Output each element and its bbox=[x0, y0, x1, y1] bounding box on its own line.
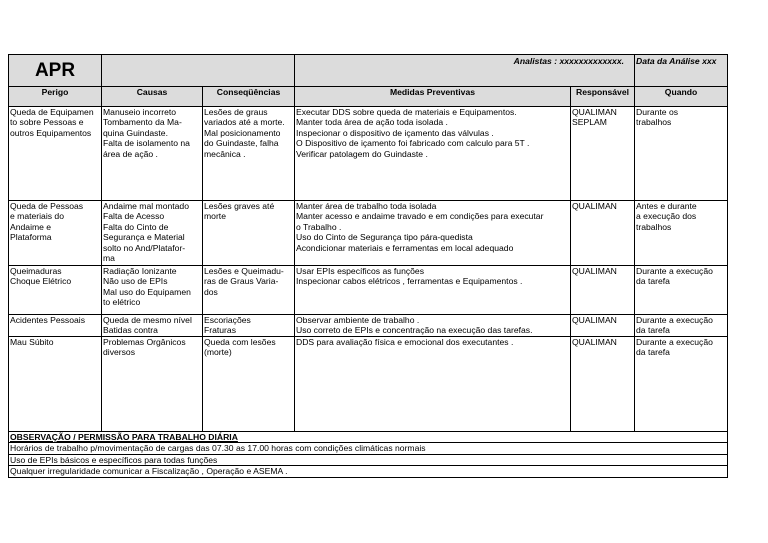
responsavel-line: QUALIMAN bbox=[572, 337, 617, 347]
consequencias-line: Mal posicionamento bbox=[204, 127, 281, 138]
cell-medidas bbox=[295, 337, 571, 432]
quando-line: a execução dos bbox=[636, 211, 697, 222]
perigo-line: e materiais do bbox=[10, 211, 64, 222]
cell-perigo bbox=[9, 315, 102, 337]
cell-consequencias bbox=[203, 337, 295, 432]
cell-causas bbox=[102, 107, 203, 201]
cell-causas bbox=[102, 266, 203, 315]
col-causas: Causas bbox=[102, 87, 203, 107]
quando-line: da tarefa bbox=[636, 347, 670, 358]
col-quando: Quando bbox=[635, 87, 728, 107]
quando-line: da tarefa bbox=[636, 276, 670, 287]
perigo-line: Choque Elétrico bbox=[10, 276, 72, 287]
observacao-line: Qualquer irregularidade comunicar a Fiscalização , Operação e ASEMA . bbox=[9, 466, 728, 477]
col-perigo: Perigo bbox=[9, 87, 102, 107]
causas-line: Problemas Orgânicos bbox=[103, 337, 186, 347]
col-consequencias: Conseqüências bbox=[203, 87, 295, 107]
causas-line: Queda de mesmo nível bbox=[103, 315, 192, 325]
quando-line: trabalhos bbox=[636, 117, 672, 128]
perigo-line: Andaime e bbox=[10, 221, 52, 232]
causas-line: to elétrico bbox=[103, 297, 141, 308]
risk-row bbox=[9, 315, 728, 337]
perigo-line: Plataforma bbox=[10, 232, 52, 243]
cell-responsavel bbox=[571, 315, 635, 337]
responsavel-line: QUALIMAN bbox=[572, 201, 617, 211]
risk-row bbox=[9, 201, 728, 266]
cell-consequencias bbox=[203, 315, 295, 337]
consequencias-line: Escoriações bbox=[204, 315, 251, 325]
consequencias-line: Lesões graves até bbox=[204, 201, 275, 211]
cell-medidas bbox=[295, 201, 571, 266]
consequencias-line: dos bbox=[204, 286, 218, 297]
medidas-line: Manter toda área de ação toda isolada . bbox=[296, 117, 448, 128]
medidas-line: Uso correto de EPIs e concentração na execução das tarefas. bbox=[296, 325, 533, 336]
cell-responsavel bbox=[571, 107, 635, 201]
header-row bbox=[9, 55, 728, 87]
apr-title: APR bbox=[9, 55, 102, 87]
medidas-line: Verificar patolagem do Guindaste . bbox=[296, 148, 428, 159]
observacao-title: OBSERVAÇÃO / PERMISSÃO PARA TRABALHO DIÁRIA bbox=[9, 432, 728, 443]
perigo-line: outros Equipamentos bbox=[10, 127, 92, 138]
apr-table bbox=[8, 54, 728, 478]
cell-quando bbox=[635, 337, 728, 432]
cell-medidas bbox=[295, 266, 571, 315]
cell-responsavel bbox=[571, 201, 635, 266]
cell-quando bbox=[635, 266, 728, 315]
causas-line: Segurança e Material bbox=[103, 232, 185, 243]
perigo-line: Acidentes Pessoais bbox=[10, 315, 85, 325]
medidas-line: Executar DDS sobre queda de materiais e Equipamentos. bbox=[296, 107, 517, 117]
cell-causas bbox=[102, 337, 203, 432]
causas-line: Batidas contra bbox=[103, 325, 158, 336]
consequencias-line: morte bbox=[204, 211, 226, 222]
causas-line: Não uso de EPIs bbox=[103, 276, 168, 287]
perigo-line: to sobre Pessoas e bbox=[10, 117, 84, 128]
risk-row bbox=[9, 337, 728, 432]
col-medidas: Medidas Preventivas bbox=[295, 87, 571, 107]
cell-perigo bbox=[9, 337, 102, 432]
cell-medidas bbox=[295, 315, 571, 337]
quando-line: da tarefa bbox=[636, 325, 670, 336]
cell-quando bbox=[635, 201, 728, 266]
cell-consequencias bbox=[203, 107, 295, 201]
data-analise-cell: Data da Análise xxx bbox=[635, 55, 728, 87]
consequencias-line: Fraturas bbox=[204, 325, 236, 336]
causas-line: Mal uso do Equipamen bbox=[103, 286, 191, 297]
responsavel-line: QUALIMAN bbox=[572, 315, 617, 325]
causas-line: Falta de Acesso bbox=[103, 211, 165, 222]
medidas-line: o Trabalho . bbox=[296, 221, 342, 232]
risk-row bbox=[9, 266, 728, 315]
observacao-line-row bbox=[9, 466, 728, 477]
observacao-title-row bbox=[9, 432, 728, 443]
observacao-line: Horários de trabalho p/movimentação de cargas das 07.30 as 17.00 horas com condições climáticas normais bbox=[9, 443, 728, 454]
responsavel-line: QUALIMAN bbox=[572, 266, 617, 276]
observacao-line-row bbox=[9, 454, 728, 465]
causas-line: diversos bbox=[103, 347, 135, 358]
cell-consequencias bbox=[203, 266, 295, 315]
consequencias-line: mecânica . bbox=[204, 148, 246, 159]
col-responsavel: Responsável bbox=[571, 87, 635, 107]
quando-line: Durante a execução bbox=[636, 337, 713, 347]
responsavel-line: QUALIMAN bbox=[572, 107, 617, 117]
cell-perigo bbox=[9, 201, 102, 266]
consequencias-line: ras de Graus Varia- bbox=[204, 276, 279, 287]
perigo-line: Queda de Equipamen bbox=[10, 107, 94, 117]
medidas-line: Inspecionar cabos elétricos , ferramentas e Equipamentos . bbox=[296, 276, 523, 287]
causas-line: Falta de isolamento na bbox=[103, 138, 190, 149]
medidas-line: Uso do Cinto de Segurança tipo pára-quedista bbox=[296, 232, 473, 243]
causas-line: Radiação Ionizante bbox=[103, 266, 177, 276]
risk-rows bbox=[9, 107, 728, 432]
observacao-line-row bbox=[9, 443, 728, 454]
observacao-line: Uso de EPIs básicos e específicos para todas funções bbox=[9, 454, 728, 465]
cell-quando bbox=[635, 315, 728, 337]
perigo-line: Queda de Pessoas bbox=[10, 201, 84, 211]
causas-line: solto no And/Platafor- bbox=[103, 242, 186, 253]
cell-perigo bbox=[9, 107, 102, 201]
causas-line: Tombamento da Ma- bbox=[103, 117, 182, 128]
causas-line: Manuseio incorreto bbox=[103, 107, 177, 117]
quando-line: trabalhos bbox=[636, 221, 672, 232]
medidas-line: Usar EPIs específicos as funções bbox=[296, 266, 425, 276]
header-blank-cell bbox=[102, 55, 295, 87]
cell-medidas bbox=[295, 107, 571, 201]
medidas-line: O Dispositivo de içamento foi fabricado com calculo para 5T . bbox=[296, 138, 530, 149]
medidas-line: Acondicionar materiais e ferramentas em local adequado bbox=[296, 242, 514, 253]
medidas-line: Observar ambiente de trabalho . bbox=[296, 315, 420, 325]
medidas-line: Manter acesso e andaime travado e em condições para executar bbox=[296, 211, 544, 222]
consequencias-line: (morte) bbox=[204, 347, 232, 358]
perigo-line: Queimaduras bbox=[10, 266, 62, 276]
risk-row bbox=[9, 107, 728, 201]
quando-line: Durante os bbox=[636, 107, 679, 117]
quando-line: Antes e durante bbox=[636, 201, 697, 211]
column-header-row bbox=[9, 87, 728, 107]
responsavel-line: SEPLAM bbox=[572, 117, 607, 128]
cell-responsavel bbox=[571, 266, 635, 315]
causas-line: quina Guindaste. bbox=[103, 127, 168, 138]
medidas-line: Manter área de trabalho toda isolada bbox=[296, 201, 437, 211]
consequencias-line: Lesões e Queimadu- bbox=[204, 266, 284, 276]
consequencias-line: do Guindaste, falha bbox=[204, 138, 279, 149]
cell-perigo bbox=[9, 266, 102, 315]
cell-quando bbox=[635, 107, 728, 201]
consequencias-line: variados até a morte. bbox=[204, 117, 285, 128]
cell-causas bbox=[102, 201, 203, 266]
quando-line: Durante a execução bbox=[636, 315, 713, 325]
analistas-cell: Analistas : xxxxxxxxxxxxx. bbox=[295, 55, 635, 87]
quando-line: Durante a execução bbox=[636, 266, 713, 276]
cell-consequencias bbox=[203, 201, 295, 266]
causas-line: ma bbox=[103, 253, 115, 264]
consequencias-line: Queda com lesões bbox=[204, 337, 276, 347]
apr-sheet bbox=[8, 54, 727, 478]
causas-line: Andaime mal montado bbox=[103, 201, 189, 211]
causas-line: área de ação . bbox=[103, 148, 158, 159]
perigo-line: Mau Súbito bbox=[10, 337, 54, 347]
causas-line: Falta do Cinto de bbox=[103, 221, 169, 232]
cell-causas bbox=[102, 315, 203, 337]
cell-responsavel bbox=[571, 337, 635, 432]
consequencias-line: Lesões de graus bbox=[204, 107, 268, 117]
medidas-line: DDS para avaliação física e emocional dos executantes . bbox=[296, 337, 514, 347]
medidas-line: Inspecionar o dispositivo de içamento das válvulas . bbox=[296, 127, 494, 138]
